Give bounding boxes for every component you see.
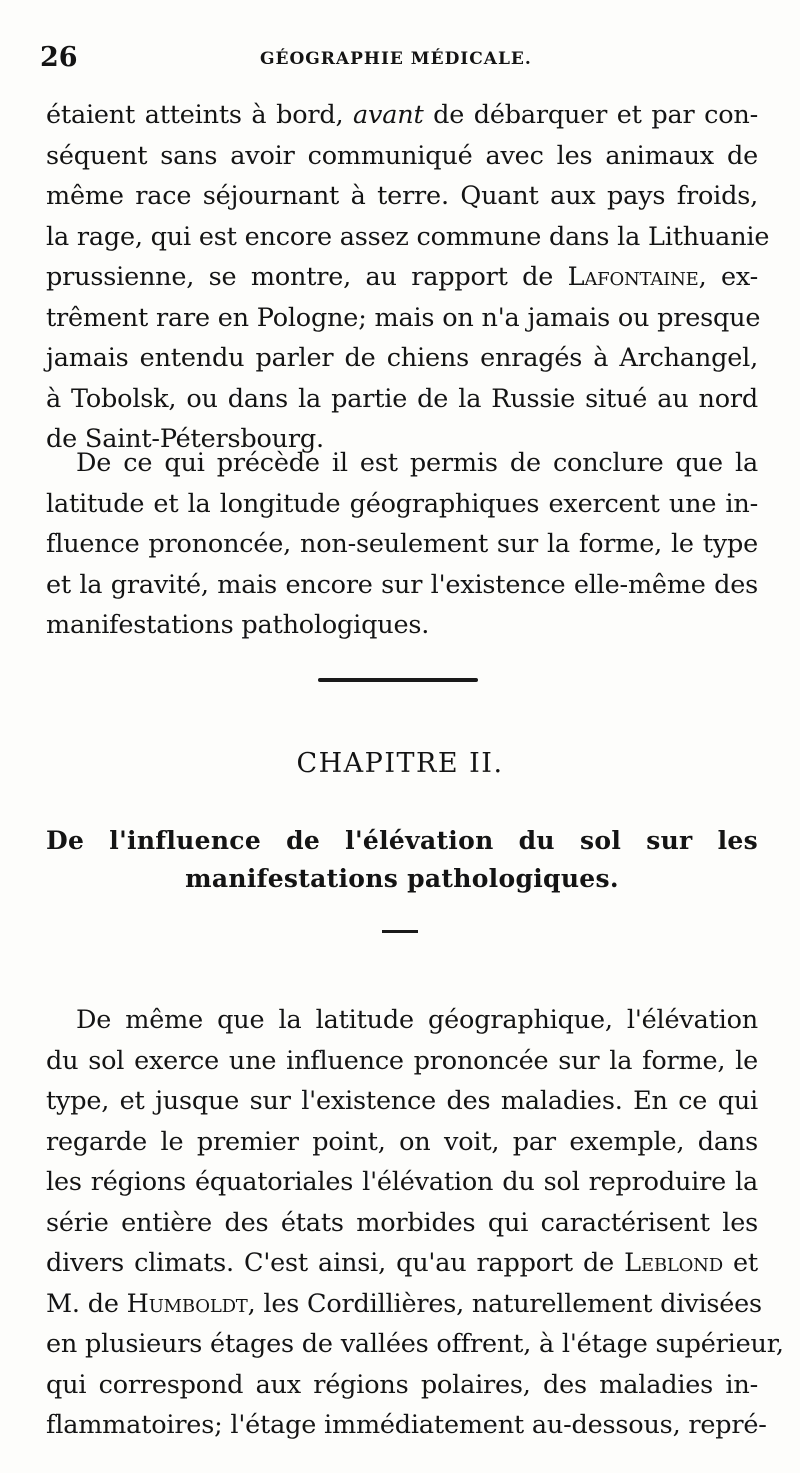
text-line: flammatoires; l'étage immédiatement au-dessous, repré- bbox=[46, 1410, 767, 1440]
author-name: Humboldt bbox=[126, 1288, 248, 1319]
paragraph-2 bbox=[46, 443, 758, 646]
paragraph-1 bbox=[46, 95, 770, 460]
author-name: Lafontaine bbox=[567, 262, 699, 292]
text-line: jamais entendu parler de chiens enragés à Archangel, bbox=[46, 343, 758, 373]
text-line: en plusieurs étages de vallées offrent, à l'étage supérieur, bbox=[46, 1329, 784, 1359]
text-line: trêment rare en Pologne; mais on n'a jamais ou presque bbox=[46, 302, 761, 333]
text-line: qui correspond aux régions polaires, des maladies in- bbox=[46, 1369, 758, 1400]
text-line: du sol exerce une influence prononcée sur la forme, le bbox=[46, 1045, 758, 1076]
text-line: et la gravité, mais encore sur l'existence elle-même des bbox=[46, 569, 758, 600]
text-line: regarde le premier point, on voit, par exemple, dans bbox=[46, 1126, 758, 1157]
text-line: étaient atteints à bord, avant de débarquer et par con- bbox=[46, 100, 758, 130]
text-line: manifestations pathologiques. bbox=[46, 610, 430, 640]
running-head bbox=[40, 42, 760, 78]
text-line: De même que la latitude géographique, l'élévation bbox=[76, 1005, 758, 1035]
section-title bbox=[46, 822, 758, 898]
text-line: De ce qui précède il est permis de conclure que la bbox=[76, 448, 758, 478]
page-number: 26 bbox=[40, 42, 78, 73]
running-title: GÉOGRAPHIE MÉDICALE. bbox=[260, 49, 532, 69]
section-title-line-1: De l'influence de l'élévation du sol sur les bbox=[46, 826, 758, 855]
text-line: M. de Humboldt, les Cordillières, naturellement divisées bbox=[46, 1288, 762, 1319]
text-line: séquent sans avoir communiqué avec les animaux de bbox=[46, 140, 758, 171]
text-line: de Saint-Pétersbourg. bbox=[46, 424, 324, 454]
text-line: type, et jusque sur l'existence des maladies. En ce qui bbox=[46, 1086, 758, 1116]
text-line: divers climats. C'est ainsi, qu'au rapport de Leblond et bbox=[46, 1248, 758, 1278]
chapter-title: CHAPITRE II. bbox=[296, 748, 504, 779]
text-line: prussienne, se montre, au rapport de Lafontaine, ex- bbox=[46, 262, 758, 292]
text-line: série entière des états morbides qui caractérisent les bbox=[46, 1207, 758, 1238]
short-divider-rule bbox=[382, 930, 418, 933]
section-divider-rule bbox=[318, 678, 478, 682]
author-name: Leblond bbox=[624, 1248, 723, 1278]
text-line: à Tobolsk, ou dans la partie de la Russie situé au nord bbox=[46, 383, 758, 414]
paragraph-3 bbox=[46, 1000, 784, 1446]
text-line: la rage, qui est encore assez commune dans la Lithuanie bbox=[46, 221, 770, 252]
text-line: fluence prononcée, non-seulement sur la forme, le type bbox=[46, 529, 758, 559]
text-line: latitude et la longitude géographiques exercent une in- bbox=[46, 488, 758, 519]
text-line: même race séjournant à terre. Quant aux pays froids, bbox=[46, 181, 758, 211]
text-line: les régions équatoriales l'élévation du sol reproduire la bbox=[46, 1167, 758, 1197]
section-title-line-2: manifestations pathologiques. bbox=[185, 864, 619, 893]
emphasis: avant bbox=[353, 100, 424, 130]
